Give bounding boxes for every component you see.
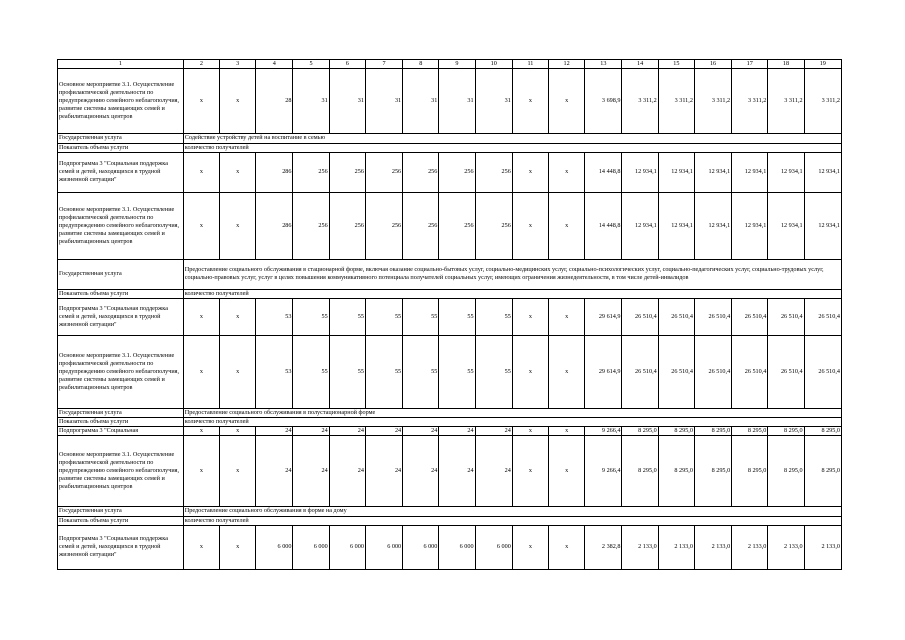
- table-cell: x: [512, 152, 548, 192]
- table-cell: 28: [256, 68, 293, 133]
- table-cell: 26 510,4: [694, 298, 731, 335]
- table-cell: 12 934,1: [658, 152, 694, 192]
- table-cell: 6 000: [329, 525, 365, 569]
- table-cell: 6 000: [256, 525, 293, 569]
- table-row: [58, 68, 842, 133]
- table-cell: x: [183, 335, 219, 408]
- table-cell: 55: [439, 298, 475, 335]
- table-cell: 31: [439, 68, 475, 133]
- table-cell: 26 510,4: [804, 298, 841, 335]
- service-row: [58, 133, 842, 143]
- column-number: 17: [732, 60, 768, 69]
- table-cell: x: [512, 192, 548, 259]
- row-name: Основное мероприятие 3.1. Осуществление профилактической деятельности по предупреждению семейного неблагополучия, развитие системы замещающих семей и реабилитационных центров: [58, 192, 184, 259]
- table-cell: 6 000: [293, 525, 329, 569]
- table-cell: 55: [403, 298, 439, 335]
- table-cell: 24: [365, 426, 402, 435]
- column-number: 3: [220, 60, 256, 69]
- row-name: Основное мероприятие 3.1. Осуществление профилактической деятельности по предупреждению семейного неблагополучия, развитие системы замещающих семей и реабилитационных центров: [58, 435, 184, 506]
- table-cell: x: [549, 335, 585, 408]
- table-cell: 256: [439, 192, 475, 259]
- service-row: [58, 506, 842, 516]
- table-cell: 8 295,0: [622, 426, 658, 435]
- table-cell: x: [512, 335, 548, 408]
- table-cell: 256: [403, 192, 439, 259]
- table-cell: 256: [329, 152, 365, 192]
- column-number: 10: [475, 60, 512, 69]
- table-cell: 55: [329, 298, 365, 335]
- table-cell: 2 133,0: [622, 525, 658, 569]
- column-number: 1: [58, 60, 184, 69]
- table-cell: 24: [329, 435, 365, 506]
- table-cell: 256: [293, 152, 329, 192]
- table-row: [58, 435, 842, 506]
- service-description: Предоставление социального обслуживания в полустационарной форме: [183, 408, 841, 417]
- table-row: [58, 335, 842, 408]
- table-cell: 26 510,4: [694, 335, 731, 408]
- table-cell: 256: [365, 192, 402, 259]
- row-name: Подпрограмма 3 "Социальная поддержка семей и детей, находящихся в трудной жизненной ситуации": [58, 298, 184, 335]
- table-cell: x: [549, 426, 585, 435]
- table-cell: x: [220, 152, 256, 192]
- table-cell: x: [512, 525, 548, 569]
- table-cell: 24: [475, 435, 512, 506]
- table-cell: 14 448,8: [585, 152, 622, 192]
- column-number: 2: [183, 60, 219, 69]
- column-number: 18: [768, 60, 804, 69]
- row-name: Государственная услуга: [58, 408, 184, 417]
- table-cell: 8 295,0: [694, 435, 731, 506]
- table-cell: 24: [439, 426, 475, 435]
- service-description: Содействие устройству детей на воспитание в семью: [183, 133, 841, 143]
- service-description: количество получателей: [183, 289, 841, 298]
- table-cell: 8 295,0: [658, 435, 694, 506]
- table-cell: 2 133,0: [768, 525, 804, 569]
- table-cell: x: [220, 68, 256, 133]
- service-description: Предоставление социального обслуживания в стационарной форме, включая оказание социально-бытовых услуг, социально-медицинских услуг, социально-психологических услуг, социально-педагогических услуг, социально-трудовых услуг, социально-правовых услуг, услуг в целях повышения коммуникативного потенциала получателей социальных услуг, имеющих ограничения жизнедеятельности, в том числе детей-инвалидов: [183, 259, 841, 289]
- table-cell: x: [183, 192, 219, 259]
- table-cell: 2 133,0: [658, 525, 694, 569]
- table-cell: 6 000: [439, 525, 475, 569]
- column-number: 19: [804, 60, 841, 69]
- table-cell: 8 295,0: [694, 426, 731, 435]
- table-cell: 55: [365, 335, 402, 408]
- table-cell: 53: [256, 298, 293, 335]
- table-cell: 24: [256, 426, 293, 435]
- service-description: количество получателей: [183, 143, 841, 152]
- row-name: Подпрограмма 3 "Социальная поддержка семей и детей, находящихся в трудной жизненной ситуации": [58, 525, 184, 569]
- table-cell: 55: [403, 335, 439, 408]
- column-number: 6: [329, 60, 365, 69]
- table-cell: 55: [365, 298, 402, 335]
- table-cell: 12 934,1: [622, 152, 658, 192]
- table-cell: x: [183, 152, 219, 192]
- table-cell: 12 934,1: [622, 192, 658, 259]
- table-cell: 8 295,0: [658, 426, 694, 435]
- service-description: количество получателей: [183, 516, 841, 525]
- table-row: [58, 298, 842, 335]
- service-row: [58, 417, 842, 426]
- column-number: 7: [365, 60, 402, 69]
- table-cell: 31: [365, 68, 402, 133]
- table-cell: x: [512, 426, 548, 435]
- table-cell: 3 311,2: [658, 68, 694, 133]
- row-name: Основное мероприятие 3.1. Осуществление профилактической деятельности по предупреждению семейного неблагополучия, развитие системы замещающих семей и реабилитационных центров: [58, 335, 184, 408]
- table-cell: x: [549, 192, 585, 259]
- service-row: [58, 516, 842, 525]
- table-cell: x: [220, 335, 256, 408]
- table-cell: 256: [403, 152, 439, 192]
- table-cell: 53: [256, 335, 293, 408]
- table-cell: 55: [439, 335, 475, 408]
- table-cell: 256: [365, 152, 402, 192]
- table-row: [58, 192, 842, 259]
- table-cell: 8 295,0: [732, 426, 768, 435]
- row-name: Государственная услуга: [58, 133, 184, 143]
- table-cell: 2 133,0: [804, 525, 841, 569]
- row-name: Показатель объема услуги: [58, 143, 184, 152]
- table-cell: x: [220, 525, 256, 569]
- table-cell: 3 698,9: [585, 68, 622, 133]
- table-cell: 26 510,4: [658, 335, 694, 408]
- table-cell: 12 934,1: [768, 152, 804, 192]
- table-cell: 26 510,4: [622, 298, 658, 335]
- table-cell: 8 295,0: [768, 426, 804, 435]
- table-cell: x: [183, 298, 219, 335]
- row-name: Основное мероприятие 3.1. Осуществление профилактической деятельности по предупреждению семейного неблагополучия, развитие системы замещающих семей и реабилитационных центров: [58, 68, 184, 133]
- column-number: 14: [622, 60, 658, 69]
- table-cell: 55: [293, 335, 329, 408]
- table-cell: 256: [475, 152, 512, 192]
- table-cell: x: [183, 68, 219, 133]
- table-cell: 55: [293, 298, 329, 335]
- table-cell: 26 510,4: [622, 335, 658, 408]
- table-cell: 256: [293, 192, 329, 259]
- table-cell: 8 295,0: [804, 435, 841, 506]
- table-cell: 6 000: [365, 525, 402, 569]
- table-cell: x: [549, 525, 585, 569]
- table-cell: x: [549, 68, 585, 133]
- table-cell: x: [220, 298, 256, 335]
- row-name: Государственная услуга: [58, 506, 184, 516]
- row-name: Подпрограмма 3 "Социальная: [58, 426, 184, 435]
- table-cell: 3 311,2: [804, 68, 841, 133]
- table-cell: x: [183, 525, 219, 569]
- table-cell: 12 934,1: [768, 192, 804, 259]
- table-cell: 31: [293, 68, 329, 133]
- table-row: [58, 525, 842, 569]
- table-cell: 3 311,2: [732, 68, 768, 133]
- table-cell: 24: [439, 435, 475, 506]
- column-number: 5: [293, 60, 329, 69]
- table-cell: 2 133,0: [732, 525, 768, 569]
- table-cell: 31: [329, 68, 365, 133]
- table-cell: 24: [256, 435, 293, 506]
- table-cell: 9 266,4: [585, 426, 622, 435]
- table-cell: 24: [293, 426, 329, 435]
- table-cell: 9 266,4: [585, 435, 622, 506]
- table-cell: 3 311,2: [768, 68, 804, 133]
- table-cell: 29 614,9: [585, 335, 622, 408]
- service-row: [58, 143, 842, 152]
- table-cell: x: [512, 298, 548, 335]
- table-cell: 256: [475, 192, 512, 259]
- table-cell: 24: [403, 426, 439, 435]
- row-name: Показатель объема услуги: [58, 289, 184, 298]
- table-cell: x: [220, 192, 256, 259]
- header-row: [58, 60, 842, 69]
- table-cell: x: [512, 68, 548, 133]
- table-cell: 26 510,4: [768, 335, 804, 408]
- table-cell: 8 295,0: [622, 435, 658, 506]
- service-row: [58, 259, 842, 289]
- table-cell: x: [549, 152, 585, 192]
- table-cell: 12 934,1: [732, 152, 768, 192]
- table-cell: 24: [329, 426, 365, 435]
- table-cell: 8 295,0: [768, 435, 804, 506]
- table-cell: 286: [256, 192, 293, 259]
- table-cell: 24: [475, 426, 512, 435]
- table-cell: 24: [293, 435, 329, 506]
- table-cell: 256: [439, 152, 475, 192]
- table-cell: 26 510,4: [732, 298, 768, 335]
- table-cell: 6 000: [475, 525, 512, 569]
- table-cell: 12 934,1: [804, 192, 841, 259]
- column-number: 4: [256, 60, 293, 69]
- table-cell: x: [220, 426, 256, 435]
- table-cell: 286: [256, 152, 293, 192]
- column-number: 15: [658, 60, 694, 69]
- table-cell: 31: [475, 68, 512, 133]
- table-cell: 256: [329, 192, 365, 259]
- row-name: Государственная услуга: [58, 259, 184, 289]
- table-cell: 12 934,1: [804, 152, 841, 192]
- service-description: количество получателей: [183, 417, 841, 426]
- table-row: [58, 152, 842, 192]
- table-cell: 26 510,4: [804, 335, 841, 408]
- budget-table: [57, 59, 842, 570]
- table-cell: 26 510,4: [768, 298, 804, 335]
- table-cell: 29 614,9: [585, 298, 622, 335]
- table-cell: 14 448,8: [585, 192, 622, 259]
- table-cell: 12 934,1: [694, 192, 731, 259]
- table-cell: 55: [475, 298, 512, 335]
- row-name: Показатель объема услуги: [58, 516, 184, 525]
- row-name: Подпрограмма 3 "Социальная поддержка семей и детей, находящихся в трудной жизненной ситуации": [58, 152, 184, 192]
- service-description: Предоставление социального обслуживания в форме на дому: [183, 506, 841, 516]
- table-cell: 26 510,4: [732, 335, 768, 408]
- service-row: [58, 408, 842, 417]
- table-cell: x: [220, 435, 256, 506]
- table-cell: 2 133,0: [694, 525, 731, 569]
- table-cell: x: [549, 435, 585, 506]
- table-cell: 3 311,2: [694, 68, 731, 133]
- table-row: [58, 426, 842, 435]
- column-number: 9: [439, 60, 475, 69]
- table-cell: 8 295,0: [804, 426, 841, 435]
- table-cell: 8 295,0: [732, 435, 768, 506]
- table-cell: 26 510,4: [658, 298, 694, 335]
- table-cell: 55: [475, 335, 512, 408]
- column-number: 11: [512, 60, 548, 69]
- table-cell: 2 382,8: [585, 525, 622, 569]
- table-cell: 24: [403, 435, 439, 506]
- column-number: 13: [585, 60, 622, 69]
- table-cell: 55: [329, 335, 365, 408]
- column-number: 12: [549, 60, 585, 69]
- table-cell: 12 934,1: [658, 192, 694, 259]
- table-cell: x: [183, 435, 219, 506]
- column-number: 8: [403, 60, 439, 69]
- table-cell: 12 934,1: [694, 152, 731, 192]
- column-number: 16: [694, 60, 731, 69]
- table-cell: 31: [403, 68, 439, 133]
- table-cell: x: [183, 426, 219, 435]
- service-row: [58, 289, 842, 298]
- row-name: Показатель объема услуги: [58, 417, 184, 426]
- table-cell: x: [512, 435, 548, 506]
- table-cell: 12 934,1: [732, 192, 768, 259]
- table-cell: 3 311,2: [622, 68, 658, 133]
- table-cell: 6 000: [403, 525, 439, 569]
- table-cell: 24: [365, 435, 402, 506]
- table-cell: x: [549, 298, 585, 335]
